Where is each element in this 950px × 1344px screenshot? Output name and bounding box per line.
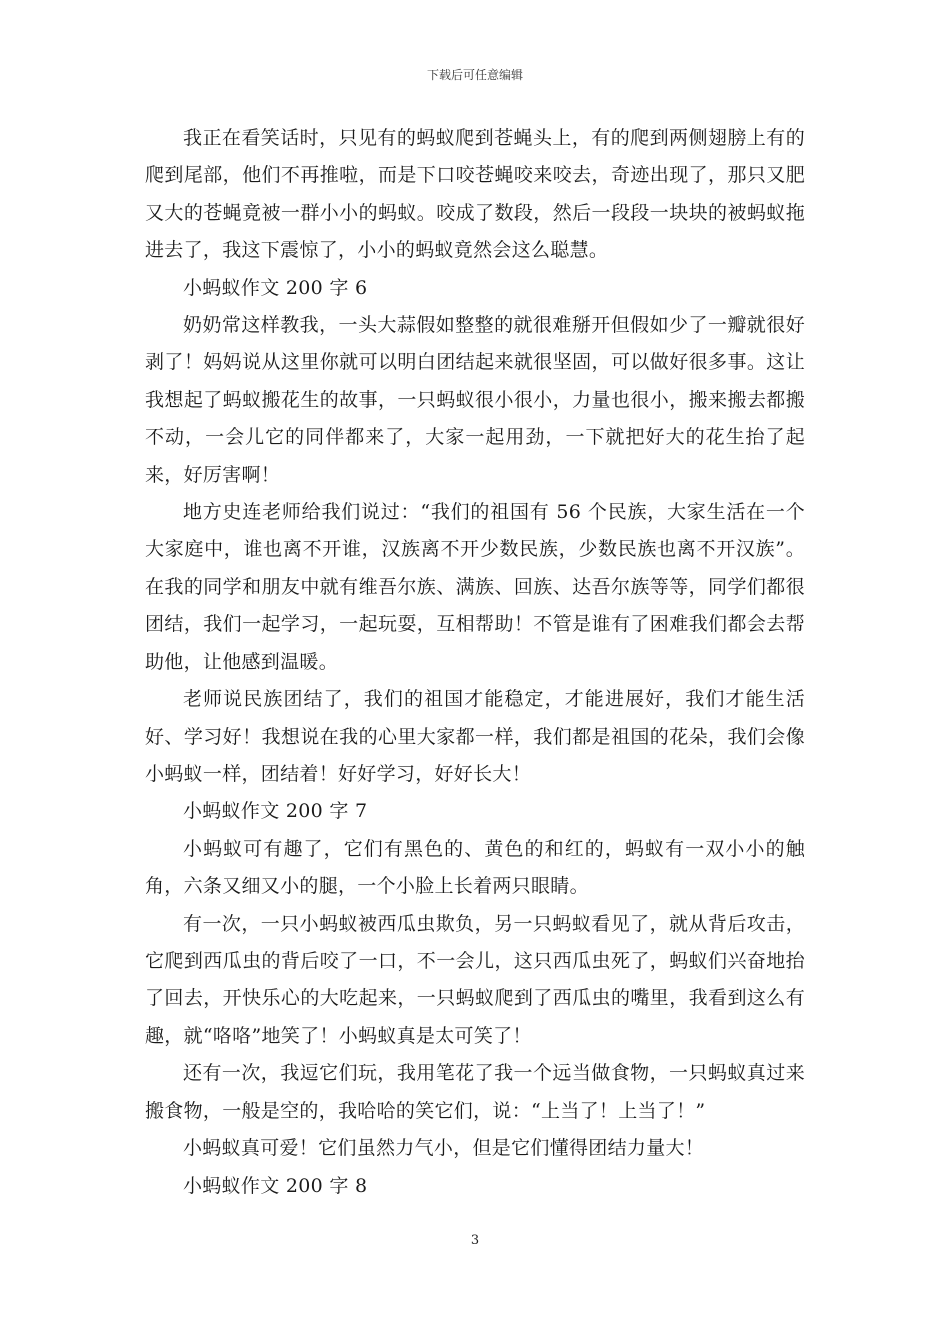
page-number: 3 bbox=[470, 1233, 480, 1248]
page-header: 下载后可任意编辑 bbox=[426, 68, 523, 82]
paragraph-tease-ants: 还有一次，我逗它们玩，我用笔花了我一个远当做食物，一只蚂蚁真过来搬食物，一般是空的，我哈哈的笑它们，说：“上当了！上当了！” bbox=[145, 1062, 805, 1122]
paragraph-ethnic-unity: 地方史连老师给我们说过：“我们的祖国有 56 个民族，大家生活在一个大家庭中，谁也离不开谁，汉族离不开少数民族，少数民族也离不开汉族”。在我的同学和朋友中就有维吾尔族、满族、回族、达吾尔族等等，同学们都很团结，我们一起学习，一起玩耍，互相帮助！不管是谁有了困难我们都会去帮助他，让他感到温暖。 bbox=[145, 501, 805, 673]
paragraph-woodlouse-story: 有一次，一只小蚂蚁被西瓜虫欺负，另一只蚂蚁看见了，就从背后攻击，它爬到西瓜虫的背后咬了一口，不一会儿，这只西瓜虫死了，蚂蚁们兴奋地抬了回去，开快乐心的大吃起来，一只蚂蚁爬到了西瓜虫的嘴里，我看到这么有趣，就“咯咯”地笑了！小蚂蚁真是太可笑了！ bbox=[145, 912, 805, 1047]
section-heading-essay-7: 小蚂蚁作文 200 字 7 bbox=[183, 800, 368, 823]
paragraph-teacher-says: 老师说民族团结了，我们的祖国才能稳定，才能进展好，我们才能生活好、学习好！我想说在我的心里大家都一样，我们都是祖国的花朵，我们会像小蚂蚁一样，团结着！好好学习，好好长大！ bbox=[145, 688, 805, 785]
paragraph-garlic-lesson: 奶奶常这样教我，一头大蒜假如整整的就很难掰开但假如少了一瓣就很好剥了！妈妈说从这里你就可以明白团结起来就很坚固，可以做好很多事。这让我想起了蚂蚁搬花生的故事，一只蚂蚁很小很小，力量也很小，搬来搬去都搬不动，一会儿它的同伴都来了，大家一起用劲，一下就把好大的花生抬了起来，好厉害啊！ bbox=[145, 314, 805, 486]
paragraph-ant-description: 小蚂蚁可有趣了，它们有黑色的、黄色的和红的，蚂蚁有一双小小的触角，六条又细又小的腿，一个小脸上长着两只眼睛。 bbox=[145, 837, 805, 898]
section-heading-essay-6: 小蚂蚁作文 200 字 6 bbox=[183, 276, 368, 299]
paragraph-ants-cute: 小蚂蚁真可爱！它们虽然力气小，但是它们懂得团结力量大！ bbox=[183, 1136, 705, 1159]
section-heading-essay-8: 小蚂蚁作文 200 字 8 bbox=[183, 1175, 368, 1198]
paragraph-ants-attack-fly: 我正在看笑话时，只见有的蚂蚁爬到苍蝇头上，有的爬到两侧翅膀上有的爬到尾部，他们不再推啦，而是下口咬苍蝇咬来咬去，奇迹出现了，那只又肥又大的苍蝇竟被一群小小的蚂蚁。咬成了数段，然后一段段一块块的被蚂蚁拖进去了，我这下震惊了，小小的蚂蚁竟然会这么聪慧。 bbox=[145, 127, 805, 262]
document-body bbox=[145, 120, 805, 1206]
